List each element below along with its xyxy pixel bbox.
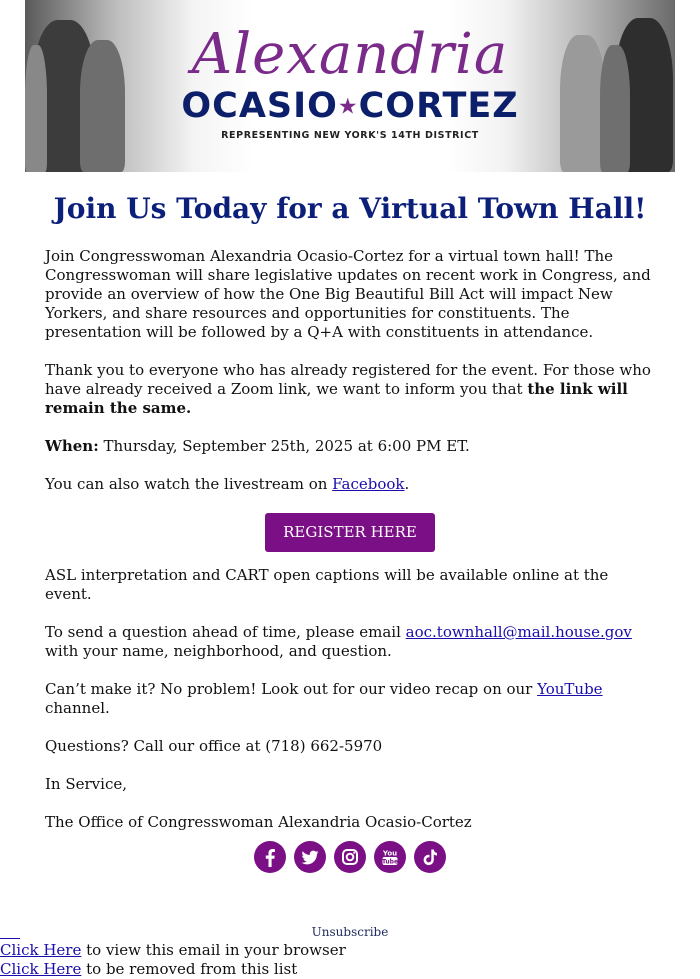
instagram-icon[interactable] bbox=[334, 841, 366, 873]
signoff: In Service, bbox=[45, 775, 127, 793]
remove-from-list-link[interactable]: Click Here bbox=[0, 960, 82, 978]
livestream-text: You can also watch the livestream on bbox=[45, 475, 333, 493]
view-in-browser-line bbox=[0, 941, 346, 960]
banner-script-name: Alexandria bbox=[191, 22, 509, 87]
recap-text: Can’t make it? No problem! Look out for our video recap on our bbox=[45, 680, 538, 698]
email-body bbox=[45, 247, 655, 832]
question-tail: with your name, neighborhood, and question. bbox=[45, 642, 392, 660]
banner-subtitle: REPRESENTING NEW YORK'S 14TH DISTRICT bbox=[221, 130, 479, 141]
phone-paragraph: Questions? Call our office at (718) 662-5970 bbox=[45, 737, 383, 755]
register-button[interactable]: REGISTER HERE bbox=[265, 513, 435, 552]
recap-tail: channel. bbox=[45, 699, 110, 717]
youtube-icon-text-top: You bbox=[382, 849, 398, 858]
star-icon: ★ bbox=[337, 94, 359, 120]
remove-from-list-text: to be removed from this list bbox=[81, 960, 298, 978]
intro-paragraph: Join Congresswoman Alexandria Ocasio-Cortez for a virtual town hall! The Congresswoman will share legislative updates on recent work in Congress, and provide an overview of how the One Big Beautiful Bill Act will impact New Yorkers, and share resources and opportunities for constituents. The presentation will be followed by a Q+A with constituents in attendance. bbox=[45, 247, 651, 341]
youtube-icon[interactable] bbox=[374, 841, 406, 873]
question-paragraph bbox=[45, 623, 655, 661]
banner-name-right: CORTEZ bbox=[358, 86, 519, 126]
social-icons bbox=[0, 841, 700, 873]
facebook-link[interactable]: Facebook bbox=[332, 475, 405, 493]
recap-paragraph bbox=[45, 680, 655, 718]
when-paragraph bbox=[45, 437, 655, 456]
asl-paragraph: ASL interpretation and CART open captions will be available online at the event. bbox=[45, 566, 609, 603]
when-label: When: bbox=[45, 437, 99, 455]
livestream-paragraph bbox=[45, 475, 655, 494]
facebook-icon[interactable] bbox=[254, 841, 286, 873]
signature: The Office of Congresswoman Alexandria Ocasio-Cortez bbox=[45, 813, 472, 831]
headline: Join Us Today for a Virtual Town Hall! bbox=[53, 192, 647, 225]
tiktok-icon[interactable] bbox=[414, 841, 446, 873]
unsubscribe-text: Unsubscribe bbox=[311, 925, 389, 939]
registration-paragraph bbox=[45, 361, 655, 418]
header-banner bbox=[25, 0, 675, 172]
twitter-icon[interactable] bbox=[294, 841, 326, 873]
view-in-browser-text: to view this email in your browser bbox=[81, 941, 346, 959]
remove-from-list-line bbox=[0, 960, 297, 979]
question-text: To send a question ahead of time, please email bbox=[45, 623, 406, 641]
youtube-link[interactable]: YouTube bbox=[537, 680, 603, 698]
registration-text: Thank you to everyone who has already registered for the event. For those who have already received a Zoom link, we want to inform you that bbox=[45, 361, 651, 398]
when-text: Thursday, September 25th, 2025 at 6:00 PM ET. bbox=[98, 437, 470, 455]
registration-bold: the link will remain the same. bbox=[45, 380, 628, 417]
register-button-row bbox=[45, 513, 655, 552]
youtube-icon-text-bottom: Tube bbox=[381, 858, 399, 866]
footer-divider bbox=[0, 938, 20, 939]
banner-name-left: OCASIO bbox=[181, 86, 338, 126]
email-link[interactable]: aoc.townhall@mail.house.gov bbox=[405, 623, 632, 641]
livestream-tail: . bbox=[404, 475, 410, 493]
view-in-browser-link[interactable]: Click Here bbox=[0, 941, 82, 959]
banner-name bbox=[25, 86, 675, 126]
